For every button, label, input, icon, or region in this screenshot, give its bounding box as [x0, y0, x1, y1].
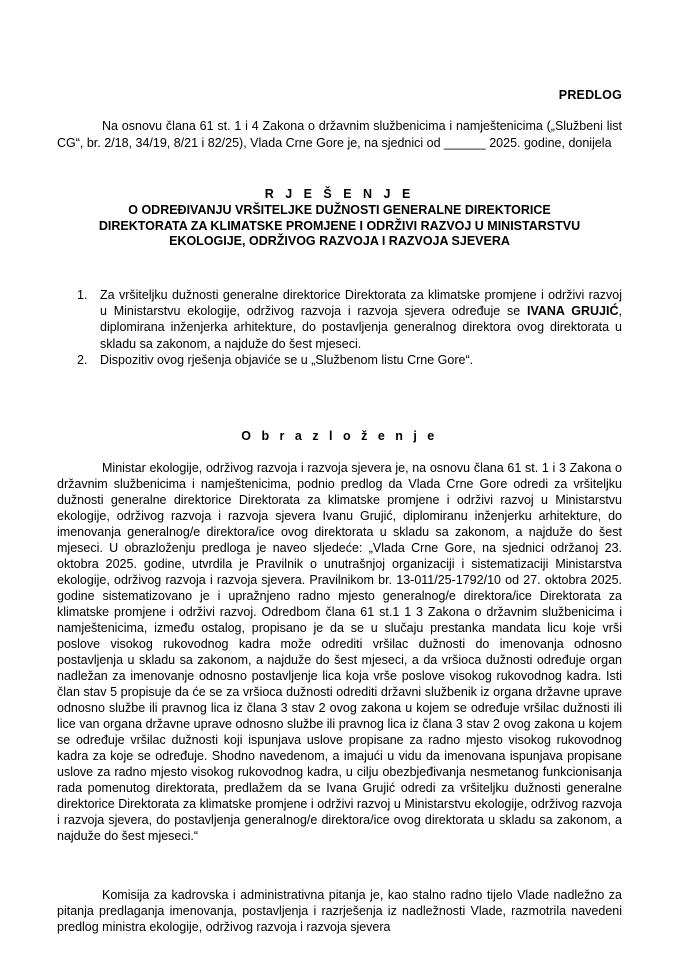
list-item-number: 1.: [77, 288, 88, 302]
decision-subtitle-line-3: EKOLOGIJE, ODRŽIVOG RAZVOJA I RAZVOJA SJEVERA: [169, 234, 510, 249]
list-item-text-end: , diplomirana inženjerka arhitekture, do postavljenja generalnog direktora ovog direktorata u skladu sa zakonom, a najduže do šest mjeseci.: [100, 304, 622, 351]
decision-title: R J E Š E N J E: [264, 187, 415, 201]
list-item-text: [100, 287, 622, 352]
explanation-heading: O b r a z l o ž e n j e: [241, 429, 438, 443]
list-item: [67, 352, 622, 368]
explanation-paragraph-2: Komisija za kadrovska i administrativna pitanja je, kao stalno radno tijelo Vlade nadležno za pitanja predlaganja imenovanja, postavljenja i razrješenja iz nadležnosti Vlade, razmotrila navedeni predlog ministra ekologije, održivog razvoja i razvoja sjevera: [57, 888, 622, 934]
document-status-label: PREDLOG: [558, 88, 622, 102]
decision-subtitle-line-1: O ODREĐIVANJU VRŠITELJKE DUŽNOSTI GENERALNE DIREKTORICE: [128, 202, 551, 217]
intro-paragraph: Na osnovu člana 61 st. 1 i 4 Zakona o državnim službenicima i namještenicima („Službeni list CG“, br. 2/18, 34/19, 8/21 i 82/25), Vlada Crne Gore je, na sjednici od ______ 2025. godine, donijela: [57, 119, 622, 150]
decision-subtitle-line-2: DIREKTORATA ZA KLIMATSKE PROMJENE I ODRŽIVI RAZVOJ U MINISTARSTVU: [98, 218, 581, 233]
appointee-name: IVANA GRUJIĆ: [527, 304, 619, 319]
list-item-text-start: Za vršiteljku dužnosti generalne direktorice Direktorata za klimatske promjene i održivi razvoj u Ministarstvu ekologije, održivog razvoja i razvoja sjevera određuje se: [100, 288, 622, 319]
explanation-paragraph-1: Ministar ekologije, održivog razvoja i razvoja sjevera je, na osnovu člana 61 st. 1 i 3 Zakona o državnim službenicima i namještenicima, podnio predlog da Vlada Crne Gore odredi za vršiteljku dužnosti generalne direktorice Direktorata za klimatske promjene i održivi razvoj u Ministarstvu ekologije, održivog razvoja i razvoja sjevera Ivanu Grujić, diplomiranu inženjerku arhitekture, do imenovanja generalnog/e direktora/ice ovog direktorata u skladu sa zakonom, a najduže do šest mjeseci. U obrazloženju predloga je naveo sljedeće: „Vlada Crne Gore, na sjednici održanoj 23. oktobra 2025. godine, utvrdila je Pravilnik o unutrašnjoj organizaciji i sistematizaciji Ministarstva ekologije, održivog razvoja i razvoja sjevera. Pravilnikom br. 13-011/25-1792/10 od 27. oktobra 2025. godine sistematizovano je i upražnjeno radno mjesto generalnog/e direktora/ice Direktorata za klimatske promjene i održivi razvoj. Odredbom člana 61 st.1 1 3 Zakona o državnim službenicima i namještenicima, između ostalog, propisano je da se u slučaju prestanka mandata licu koje vrši poslove visokog rukovodnog kadra može odrediti vršilac dužnosti do imenovanja odnosno postavljenja u skladu sa zakonom, a najduže do šest mjeseci, a da vršioca dužnosti određuje organ nadležan za imenovanje odnosno postavljenje lica koja vrše poslove visokog rukovodnog kadra. Isti član stav 5 propisuje da će se za vršioca dužnosti odrediti državni službenik iz organa državne uprave odnosno službe ili pravnog lica iz člana 3 stav 2 ovog zakona u kojem se određuje vršilac dužnosti ili lice van organa državne uprave odnosno službe ili pravnog lica iz člana 3 stav 2 ovog zakona u kojem se određuje vršilac dužnosti koji ispunjava uslove propisane za radno mjesto visokog rukovodnog kadra za koje se određuje. Shodno navedenom, a imajući u vidu da imenovana ispunjava propisane uslove za radno mjesto visokog rukovodnog kadra, u cilju obezbjeđivanja nesmetanog funkcionisanja rada pomenutog direktorata, predlažem da se Ivana Grujić odredi za vršiteljku dužnosti generalne direktorice Direktorata za klimatske promjene i održivi razvoj u Ministarstvu ekologije, održivog razvoja i razvoja sjevera, do postavljenja generalnog/e direktora/ice ovog direktorata u skladu sa zakonom, a najduže do šest mjeseci.“: [57, 461, 622, 843]
list-item-number: 2.: [77, 352, 88, 367]
decision-list: [67, 287, 622, 368]
decision-title-block: [57, 187, 622, 250]
list-item-text: Dispozitiv ovog rješenja objaviće se u „Službenom listu Crne Gore“.: [100, 352, 474, 367]
list-item: [67, 287, 622, 352]
